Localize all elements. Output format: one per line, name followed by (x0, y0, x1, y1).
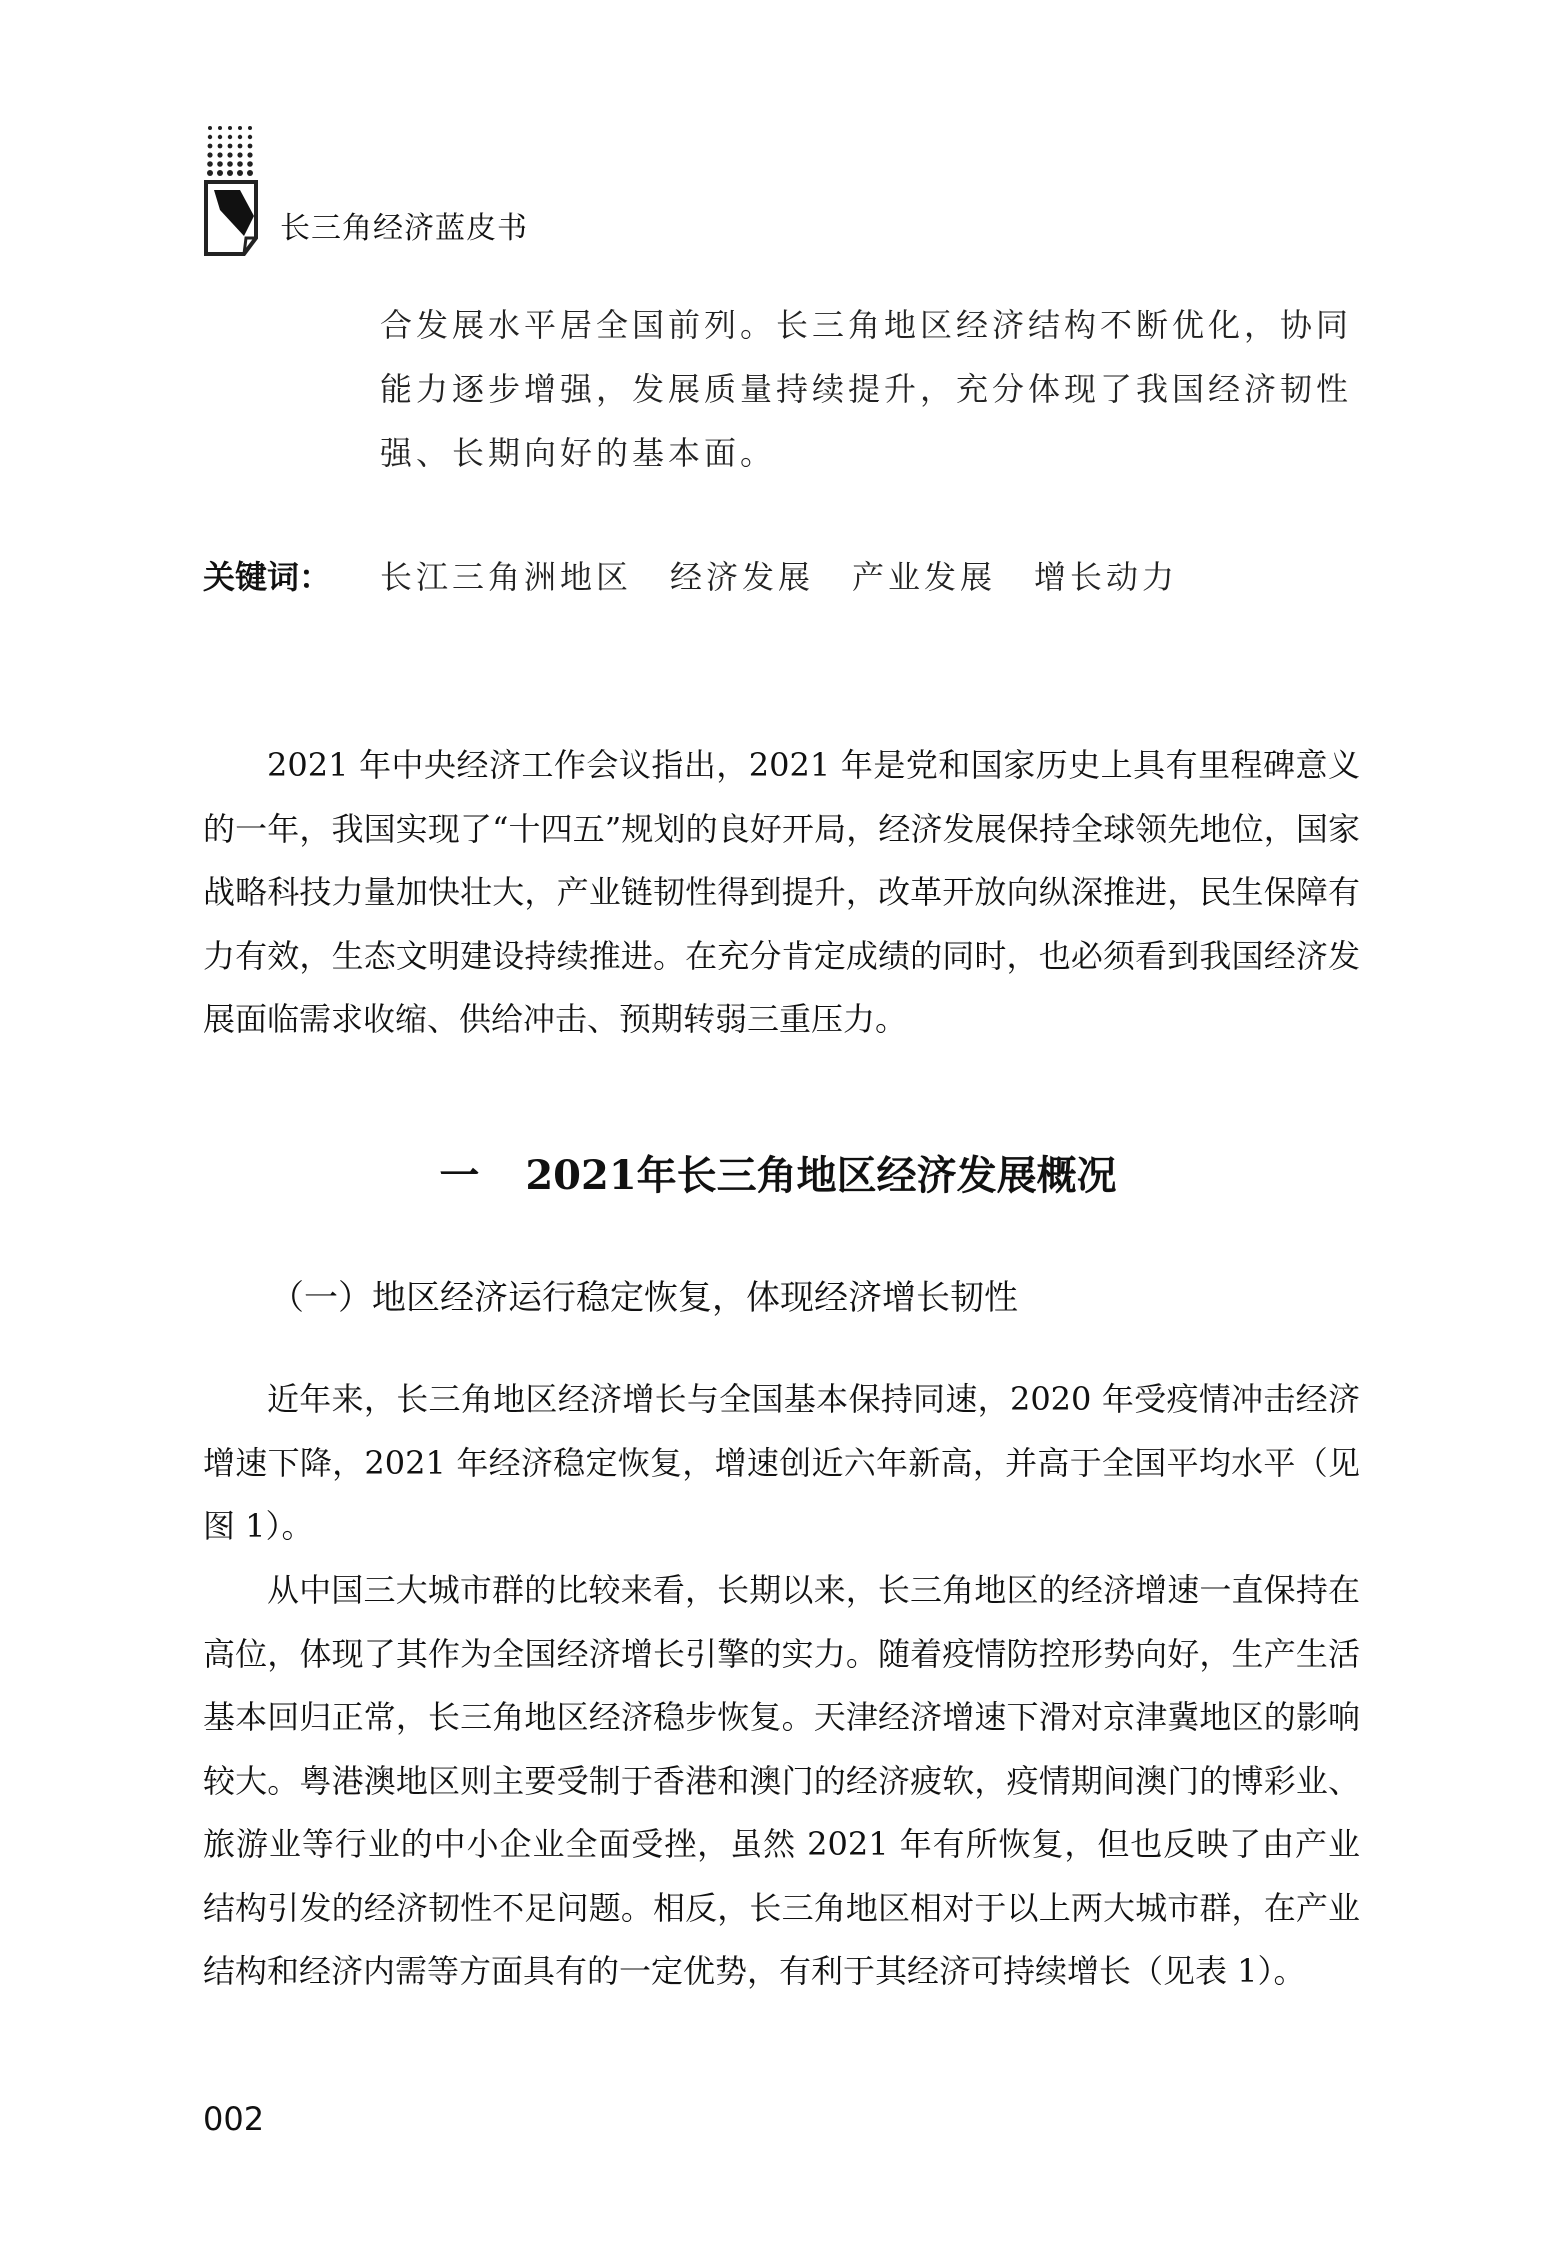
section-heading (0, 1144, 1556, 1201)
keyword: 增长动力 (1034, 558, 1179, 596)
book-title: 长三角经济蓝皮书 (280, 211, 528, 246)
section-number: 一 (439, 1152, 480, 1199)
keyword: 产业发展 (852, 558, 997, 596)
page-number: 002 (203, 2100, 265, 2138)
series-logo (200, 120, 270, 260)
keyword: 长江三角洲地区 (380, 558, 633, 596)
abstract-text: 合发展水平居全国前列。长三角地区经济结构不断优化，协同能力逐步增强，发展质量持续提升，充分体现了我国经济韧性强、长期向好的基本面。 (380, 306, 1353, 472)
keywords-label: 关键词： (203, 558, 332, 596)
section-title: 2021年长三角地区经济发展概况 (525, 1152, 1117, 1199)
keyword: 经济发展 (670, 558, 815, 596)
intro-paragraph: 2021 年中央经济工作会议指出，2021 年是党和国家历史上具有里程碑意义的一年，我国实现了“十四五”规划的良好开局，经济发展保持全球领先地位，国家战略科技力量加快壮大，产业链韧性得到提升，改革开放向纵深推进，民生保障有力有效，生态文明建设持续推进。在充分肯定成绩的同时，也必须看到我国经济发展面临需求收缩、供给冲击、预期转弱三重压力。 (203, 746, 1360, 1038)
keywords-list (380, 552, 1216, 598)
book-icon (200, 120, 270, 260)
body-paragraph: 近年来，长三角地区经济增长与全国基本保持同速，2020 年受疫情冲击经济增速下降，2021 年经济稳定恢复，增速创近六年新高，并高于全国平均水平（见图 1）。 (203, 1380, 1360, 1545)
body-paragraph: 从中国三大城市群的比较来看，长期以来，长三角地区的经济增速一直保持在高位，体现了其作为全国经济增长引擎的实力。随着疫情防控形势向好，生产生活基本回归正常，长三角地区经济稳步恢复。天津经济增速下滑对京津冀地区的影响较大。粤港澳地区则主要受制于香港和澳门的经济疲软，疫情期间澳门的博彩业、旅游业等行业的中小企业全面受挫，虽然 2021 年有所恢复，但也反映了由产业结构引发的经济韧性不足问题。相反，长三角地区相对于以上两大城市群，在产业结构和经济内需等方面具有的一定优势，有利于其经济可持续增长（见表 1）。 (203, 1571, 1360, 1990)
subsection-heading: （一）地区经济运行稳定恢复，体现经济增长韧性 (270, 1278, 1018, 1318)
